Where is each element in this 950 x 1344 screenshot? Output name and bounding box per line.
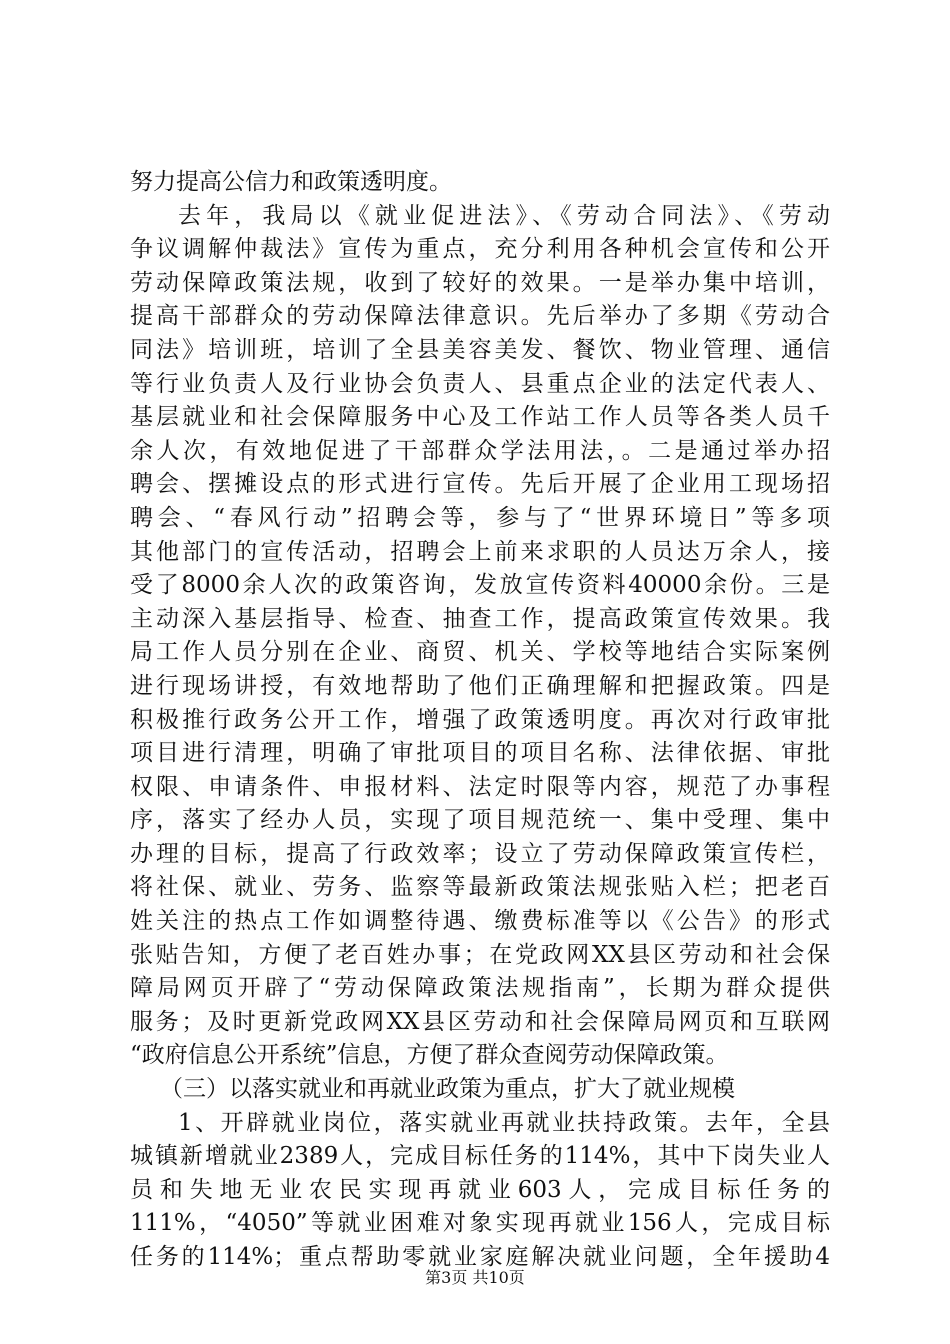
- text-line: 办理的目标，提高了行政效率；设立了劳动保障政策宣传栏，: [130, 840, 830, 867]
- text-line: 其他部门的宣传活动，招聘会上前来求职的人员达万余人，接: [130, 538, 830, 565]
- text-line: 服务；及时更新党政网XX县区劳动和社会保障局网页和互联网: [130, 1008, 830, 1035]
- page-number-footer: 第3页 共10页: [425, 1268, 525, 1287]
- text-line: 城镇新增就业2389人，完成目标任务的114%，其中下岗失业人: [130, 1143, 830, 1170]
- text-line: 序，落实了经办人员，实现了项目规范统一、集中受理、集中: [130, 807, 830, 834]
- text-line: 余人次，有效地促进了干部群众学法用法，。二是通过举办招: [130, 437, 830, 464]
- text-line: 项目进行清理，明确了审批项目的项目名称、法律依据、审批: [130, 740, 830, 767]
- paragraph-start-line: 去年，我局以《就业促进法》、《劳动合同法》、《劳动: [178, 202, 830, 229]
- text-line: 积极推行政务公开工作，增强了政策透明度。再次对行政审批: [130, 706, 830, 733]
- text-line: 聘会、摆摊设点的形式进行宣传。先后开展了企业用工现场招: [130, 471, 830, 498]
- text-line: 提高干部群众的劳动保障法律意识。先后举办了多期《劳动合: [130, 303, 830, 330]
- paragraph-start-line: 1、开辟就业岗位，落实就业再就业扶持政策。去年，全县: [178, 1109, 830, 1136]
- text-line: 障局网页开辟了“劳动保障政策法规指南”，长期为群众提供: [130, 975, 830, 1002]
- text-line: 局工作人员分别在企业、商贸、机关、学校等地结合实际案例: [130, 639, 830, 666]
- text-line: 努力提高公信力和政策透明度。: [130, 169, 452, 195]
- text-line: 将社保、就业、劳务、监察等最新政策法规张贴入栏；把老百: [130, 874, 830, 901]
- text-line: 主动深入基层指导、检查、抽查工作，提高政策宣传效果。我: [130, 605, 830, 632]
- text-line: 员和失地无业农民实现再就业603人，完成目标任务的: [130, 1176, 830, 1203]
- text-line: 劳动保障政策法规，收到了较好的效果。一是举办集中培训，: [130, 269, 830, 296]
- text-line: “政府信息公开系统”信息，方便了群众查阅劳动保障政策。: [130, 1042, 729, 1069]
- text-line: 111%，“4050”等就业困难对象实现再就业156人，完成目标: [130, 1210, 830, 1237]
- text-line: 任务的114%；重点帮助零就业家庭解决就业问题，全年援助4: [130, 1244, 830, 1270]
- section-heading: （三）以落实就业和再就业政策为重点，扩大了就业规模: [160, 1076, 735, 1103]
- text-line: 聘会、“春风行动”招聘会等，参与了“世界环境日”等多项: [130, 504, 830, 531]
- text-line: 等行业负责人及行业协会负责人、县重点企业的法定代表人、: [130, 370, 830, 397]
- document-body: [130, 166, 830, 1275]
- text-line: 争议调解仲裁法》宣传为重点，充分利用各种机会宣传和公开: [130, 236, 830, 263]
- text-line: 受了8000余人次的政策咨询，发放宣传资料40000余份。三是: [130, 572, 830, 599]
- text-line: 同法》培训班，培训了全县美容美发、餐饮、物业管理、通信: [130, 336, 830, 363]
- text-line: 基层就业和社会保障服务中心及工作站工作人员等各类人员千: [130, 404, 830, 431]
- text-line: 张贴告知，方便了老百姓办事；在党政网XX县区劳动和社会保: [130, 941, 830, 968]
- text-line: 权限、申请条件、申报材料、法定时限等内容，规范了办事程: [130, 773, 830, 800]
- text-line: 姓关注的热点工作如调整待遇、缴费标准等以《公告》的形式: [130, 908, 830, 935]
- text-line: 进行现场讲授，有效地帮助了他们正确理解和把握政策。四是: [130, 672, 830, 699]
